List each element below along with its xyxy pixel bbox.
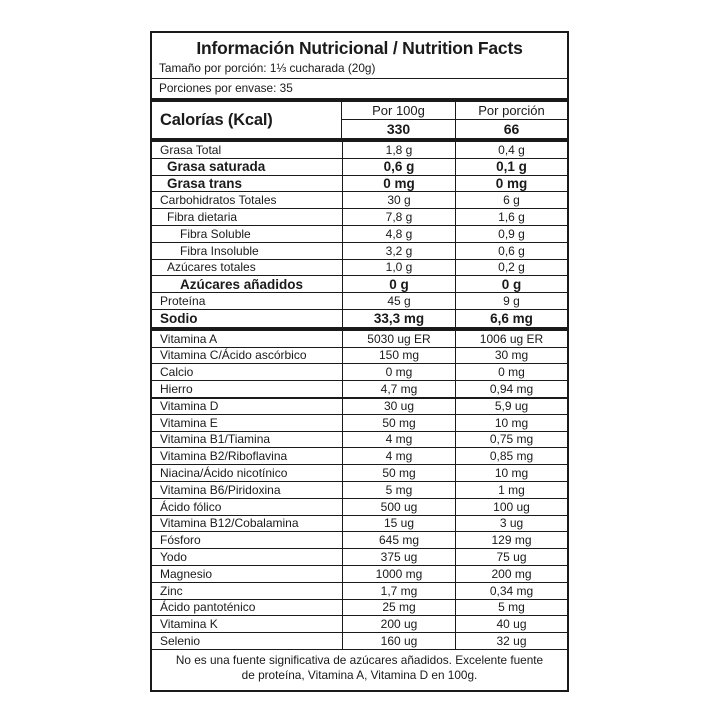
- value-per-100g: 15 ug: [342, 516, 455, 532]
- value-per-100g: 150 mg: [342, 348, 455, 364]
- table-row: [152, 516, 567, 533]
- value-per-100g: 50 mg: [342, 415, 455, 431]
- nutrient-name: Vitamina B6/Piridoxina: [160, 482, 281, 497]
- nutrition-label: [150, 31, 569, 692]
- value-per-portion: 0,4 g: [455, 142, 567, 158]
- nutrient-name: Vitamina C/Ácido ascórbico: [160, 348, 307, 363]
- nutrient-name: Fibra dietaria: [167, 210, 238, 225]
- value-per-portion: 0,85 mg: [455, 448, 567, 464]
- value-per-portion: 1 mg: [455, 482, 567, 498]
- table-row: [152, 276, 567, 293]
- label-title: Información Nutricional / Nutrition Facts: [196, 38, 523, 58]
- value-per-portion: 0 mg: [455, 176, 567, 192]
- value-per-portion: 0,9 g: [455, 226, 567, 242]
- nutrient-name: Fósforo: [160, 533, 201, 548]
- value-per-portion: 75 ug: [455, 549, 567, 565]
- nutrient-name: Calcio: [160, 365, 194, 380]
- nutrient-name: Grasa Total: [160, 142, 222, 157]
- value-per-portion: 129 mg: [455, 532, 567, 548]
- value-per-100g: 25 mg: [342, 600, 455, 616]
- value-per-portion: 3 ug: [455, 516, 567, 532]
- value-per-portion: 5,9 ug: [455, 399, 567, 414]
- nutrient-name: Ácido fólico: [160, 499, 222, 514]
- column-header-per-portion: Por porción: [455, 102, 567, 119]
- value-per-100g: 1000 mg: [342, 566, 455, 582]
- value-per-100g: 1,8 g: [342, 142, 455, 158]
- value-per-portion: 40 ug: [455, 616, 567, 632]
- table-row: [152, 364, 567, 381]
- value-per-100g: 0,6 g: [342, 159, 455, 175]
- nutrient-name: Hierro: [160, 382, 193, 397]
- vitamin-mineral-rows: [152, 331, 567, 650]
- value-per-100g: 5 mg: [342, 482, 455, 498]
- table-row: [152, 415, 567, 432]
- table-row: [152, 566, 567, 583]
- value-per-portion: 200 mg: [455, 566, 567, 582]
- nutrient-name: Vitamina K: [160, 617, 218, 632]
- value-per-portion: 10 mg: [455, 465, 567, 481]
- calories-label: Calorías (Kcal): [152, 102, 342, 138]
- nutrient-name: Selenio: [160, 634, 201, 648]
- calories-per-100g: 330: [386, 121, 411, 137]
- value-per-100g: 5030 ug ER: [342, 331, 455, 347]
- nutrient-name: Vitamina A: [160, 331, 218, 346]
- table-row: [152, 243, 567, 260]
- nutrient-name: Vitamina B12/Cobalamina: [160, 516, 299, 531]
- value-per-portion: 32 ug: [455, 633, 567, 649]
- table-row: [152, 176, 567, 193]
- value-per-portion: 1006 ug ER: [455, 331, 567, 347]
- calories-section: [152, 102, 567, 138]
- table-row: [152, 549, 567, 566]
- nutrient-name: Fibra Insoluble: [180, 243, 259, 258]
- table-row: [152, 159, 567, 176]
- value-per-portion: 0,2 g: [455, 260, 567, 276]
- value-per-100g: 1,0 g: [342, 260, 455, 276]
- nutrient-name: Vitamina B1/Tiamina: [160, 432, 271, 447]
- value-per-portion: 100 ug: [455, 499, 567, 515]
- value-per-100g: 50 mg: [342, 465, 455, 481]
- value-per-portion: 0,1 g: [455, 159, 567, 175]
- serving-size: Tamaño por porción: 1⅓ cucharada (20g): [152, 61, 567, 79]
- table-row: [152, 192, 567, 209]
- value-per-100g: 645 mg: [342, 532, 455, 548]
- table-row: [152, 209, 567, 226]
- value-per-portion: 0 mg: [455, 364, 567, 380]
- table-row: [152, 616, 567, 633]
- value-per-100g: 4 mg: [342, 432, 455, 448]
- table-row: [152, 532, 567, 549]
- nutrient-name: Proteína: [160, 294, 206, 309]
- table-row: [152, 633, 567, 650]
- servings-per-container: Porciones por envase: 35: [159, 81, 293, 95]
- value-per-100g: 375 ug: [342, 549, 455, 565]
- table-row: [152, 226, 567, 243]
- value-per-100g: 45 g: [342, 293, 455, 309]
- value-per-portion: 0,6 g: [455, 243, 567, 259]
- value-per-100g: 0 g: [342, 276, 455, 292]
- value-per-portion: 0,75 mg: [455, 432, 567, 448]
- nutrient-name: Vitamina D: [160, 399, 219, 414]
- value-per-100g: 0 mg: [342, 364, 455, 380]
- table-row: [152, 293, 567, 310]
- nutrient-name: Niacina/Ácido nicotínico: [160, 466, 288, 481]
- value-per-100g: 33,3 mg: [342, 310, 455, 327]
- nutrient-name: Fibra Soluble: [180, 226, 251, 241]
- value-per-portion: 30 mg: [455, 348, 567, 364]
- nutrient-name: Grasa trans: [167, 175, 243, 191]
- value-per-100g: 160 ug: [342, 633, 455, 649]
- value-per-portion: 0,34 mg: [455, 583, 567, 599]
- value-per-100g: 500 ug: [342, 499, 455, 515]
- table-row: [152, 448, 567, 465]
- nutrient-name: Carbohidratos Totales: [160, 193, 277, 208]
- calories-values: [342, 102, 567, 138]
- value-per-portion: 1,6 g: [455, 209, 567, 225]
- value-per-100g: 4,7 mg: [342, 381, 455, 397]
- calories-per-portion: 66: [455, 120, 567, 138]
- table-row: [152, 348, 567, 365]
- nutrient-name: Zinc: [160, 583, 183, 598]
- value-per-portion: 5 mg: [455, 600, 567, 616]
- value-per-portion: 6 g: [455, 192, 567, 208]
- nutrient-name: Yodo: [160, 550, 187, 565]
- value-per-portion: 0,94 mg: [455, 381, 567, 397]
- value-per-100g: 30 ug: [342, 399, 455, 414]
- nutrient-name: Grasa saturada: [167, 159, 266, 175]
- table-row: [152, 310, 567, 327]
- value-per-100g: 4 mg: [342, 448, 455, 464]
- nutrient-name: Vitamina E: [160, 415, 218, 430]
- footnote: No es una fuente significativa de azúcares añadidos. Excelente fuente de proteína, Vitamina A, Vitamina D en 100g.: [175, 652, 544, 683]
- macronutrient-rows: [152, 142, 567, 327]
- nutrient-name: Sodio: [160, 310, 198, 326]
- column-header-per-100g: Por 100g: [372, 103, 425, 118]
- value-per-100g: 0 mg: [342, 176, 455, 192]
- value-per-portion: 10 mg: [455, 415, 567, 431]
- value-per-100g: 30 g: [342, 192, 455, 208]
- table-row: [152, 482, 567, 499]
- table-row: [152, 432, 567, 449]
- table-row: [152, 465, 567, 482]
- nutrient-name: Ácido pantoténico: [160, 600, 256, 615]
- value-per-100g: 3,2 g: [342, 243, 455, 259]
- value-per-100g: 200 ug: [342, 616, 455, 632]
- table-row: [152, 499, 567, 516]
- table-row: [152, 583, 567, 600]
- table-row: [152, 381, 567, 398]
- table-row: [152, 142, 567, 159]
- table-row: [152, 260, 567, 277]
- value-per-100g: 1,7 mg: [342, 583, 455, 599]
- value-per-portion: 6,6 mg: [455, 310, 567, 327]
- table-row: [152, 331, 567, 348]
- nutrient-name: Azúcares añadidos: [180, 276, 304, 292]
- value-per-portion: 0 g: [455, 276, 567, 292]
- value-per-100g: 7,8 g: [342, 209, 455, 225]
- nutrient-name: Magnesio: [160, 566, 213, 581]
- nutrient-name: Vitamina B2/Riboflavina: [160, 449, 288, 464]
- nutrient-name: Azúcares totales: [167, 260, 256, 275]
- value-per-portion: 9 g: [455, 293, 567, 309]
- table-row: [152, 398, 567, 415]
- table-row: [152, 600, 567, 617]
- value-per-100g: 4,8 g: [342, 226, 455, 242]
